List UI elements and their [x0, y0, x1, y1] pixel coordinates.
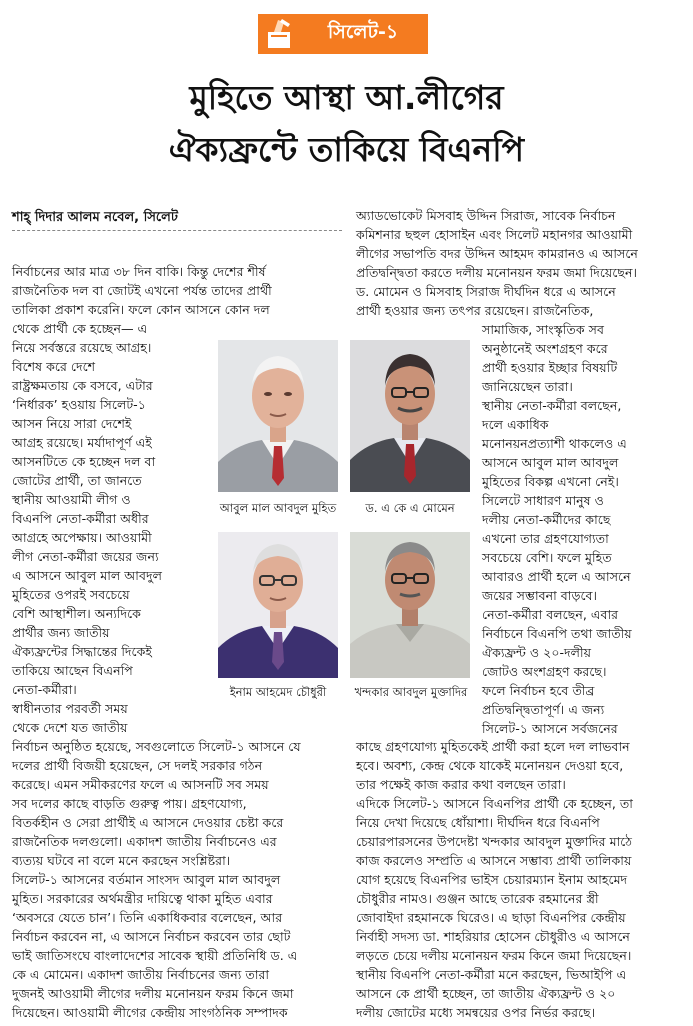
photo-khandakar-abdul-muktadir: [350, 532, 470, 678]
col1-top-text: নির্বাচনের আর মাত্র ৩৮ দিন বাকি। কিন্তু দেশের শীর্ষ রাজনৈতিক দল বা জোটই এখনো পর্যন্ত তাদের প্রার্থী তালিকা প্রকাশ করেনি। ফলে কোন আসনে কোন দল: [12, 264, 272, 317]
photo-momen: [350, 340, 470, 492]
headline-line-2: ঐক্যফ্রন্টে তাকিয়ে বিএনপি: [168, 130, 525, 169]
byline-divider: [12, 230, 342, 231]
col2-bottom-text: কাছে গ্রহণযোগ্য মুহিতকেই প্রার্থী করা হলে দল লাভবান হবে। অবশ্য, কেন্দ্র থেকে যাকেই মনোনয়ন দেওয়া হবে, তার পক্ষেই কাজ করার কথা বলছেন তারা। এদিকে সিলেট-১ আসনে বিএনপির প্রার্থী কে হচ্ছেন, তা নিয়ে দেখা দিয়েছে ধোঁয়াশা। দীর্ঘদিন ধরে বিএনপি চেয়ারপারসনের উপদেষ্টা খন্দকার আবদুল মুক্তাদির মাঠে কাজ করলেও সম্প্রতি এ আসনে সম্ভাব্য প্রার্থী তালিকায় যোগ হয়েছে বিএনপির ভাইস চেয়ারম্যান ইনাম আহমেদ চৌধুরীর নামও। গুঞ্জন আছে তারেক রহমানের স্ত্রী জোবাইদা রহমানকে ঘিরেও। এ ছাড়া বিএনপির কেন্দ্রীয় নির্বাহী সদস্য ডা. শাহরিয়ার হোসেন চৌধুরীও এ আসনে লড়তে চেয়ে দলীয় মনোনয়ন ফরম কিনে জমা দিয়েছেন। স্থানীয় বিএনপি নেতা-কর্মীরা মনে করছেন, ভিআইপি এ আসনে কে প্রার্থী হচ্ছেন, তা জাতীয় ঐক্যফ্রন্ট ও ২০ দলীয় জোটের মধ্যে সমন্বয়ের ওপর নির্ভর করছে।: [356, 739, 633, 1020]
col1-narrow-text: থেকে প্রার্থী কে হচ্ছেন— এ নিয়ে সর্বস্তরে রয়েছে আগ্রহ। বিশেষ করে দেশে রাষ্ট্রক্ষমতায় কে বসবে, এটার ‘নির্ধারক’ হওয়ায় সিলেট-১ আসন নিয়ে সারা দেশেই আগ্রহ রয়েছে। মর্যাদাপূর্ণ এই আসনটিতে কে হচ্ছেন দল বা জোটের প্রার্থী, তা জানতে স্থানীয় আওয়ামী লীগ ও বিএনপি নেতা-কর্মীরা অধীর আগ্রহে অপেক্ষায়। আওয়ামী লীগ নেতা-কর্মীরা জয়ের জন্য এ আসনে আবুল মাল আবদুল মুহিতের ওপরই সবচেয়ে বেশি আস্থাশীল। অন্যদিকে প্রার্থীর জন্য জাতীয় ঐক্যফ্রন্টের সিদ্ধান্তের দিকেই তাকিয়ে আছেন বিএনপি নেতা-কর্মীরা। স্বাধীনতার পরবর্তী সময় থেকে দেশে যত জাতীয়: [12, 321, 162, 735]
ballot-box-icon: [262, 16, 298, 52]
section-tag-label: সিলেট-১: [327, 21, 399, 43]
byline: শাহ্ দিদার আলম নবেল, সিলেট: [12, 210, 178, 225]
col2-narrow-text: সামাজিক, সাংস্কৃতিক সব অনুষ্ঠানেই অংশগ্রহণ করে প্রার্থী হওয়ার ইচ্ছার বিষয়টি জানিয়েছেন তারা। স্থানীয় নেতা-কর্মীরা বলছেন, দলে একাধিক মনোনয়নপ্রত্যাশী থাকলেও এ আসনে আবুল মাল আবদুল মুহিতের বিকল্প এখনো নেই। সিলেটে সাধারণ মানুষ ও দলীয় নেতা-কর্মীদের কাছে এখনো তার গ্রহণযোগ্যতা সবচেয়ে বেশি। ফলে মুহিত আবারও প্রার্থী হলে এ আসনে জয়ের সম্ভাবনা বাড়বে। নেতা-কর্মীরা বলছেন, এবার নির্বাচনে বিএনপি তথা জাতীয় ঐক্যফ্রন্ট ও ২০-দলীয় জোটও অংশগ্রহণ করছে। ফলে নির্বাচন হবে তীব্র প্রতিদ্বন্দ্বিতাপূর্ণ। এ জন্য সিলেট-১ আসনে সর্বজনের: [482, 322, 632, 736]
col1-bottom-text: নির্বাচন অনুষ্ঠিত হয়েছে, সবগুলোতে সিলেট-১ আসনে যে দলের প্রার্থী বিজয়ী হয়েছেন, সে দলই সরকার গঠন করেছে। এমন সমীকরণের ফলে এ আসনটি সব সময় সব দলের কাছে বাড়তি গুরুত্ব পায়। গ্রহণযোগ্য, বিতর্কহীন ও সেরা প্রার্থীই এ আসনে দেওয়ার চেষ্টা করে রাজনৈতিক দলগুলো। একাদশ জাতীয় নির্বাচনেও এর ব্যত্যয় ঘটবে না বলে মনে করছেন সংশ্লিষ্টরা। সিলেট-১ আসনের বর্তমান সাংসদ আবুল মাল আবদুল মুহিত। সরকারের অর্থমন্ত্রীর দায়িত্বে থাকা মুহিত এবার ‘অবসরে যেতে চান’। তিনি একাধিকবার বলেছেন, আর নির্বাচন করবেন না, এ আসনে নির্বাচন করবেন তার ছোট ভাই জাতিসংঘে বাংলাদেশের সাবেক স্থায়ী প্রতিনিধি ড. এ কে এ মোমেন। একাদশ জাতীয় নির্বাচনের জন্য তারা দুজনই আওয়ামী লীগের দলীয় মনোনয়ন ফরম কিনে জমা দিয়েছেন। আওয়ামী লীগের কেন্দ্রীয় সাংগঠনিক সম্পাদক: [12, 739, 301, 1020]
caption-momen: ড. এ কে এ মোমেন: [365, 501, 455, 515]
headline-line-1: মুহিতে আস্থা আ.লীগের: [189, 78, 504, 117]
photo-enam-ahmed-chowdhury: [218, 532, 338, 678]
photo-muhith: [218, 340, 338, 492]
caption-khandakar-abdul-muktadir: খন্দকার আবদুল মুক্তাদির: [354, 685, 468, 699]
caption-enam-ahmed-chowdhury: ইনাম আহমেদ চৌধুরী: [229, 685, 327, 699]
col2-top-text: অ্যাডভোকেট মিসবাহ উদ্দিন সিরাজ, সাবেক নির্বাচন কমিশনার ছহুল হোসাইন এবং সিলেট মহানগর আওয়ামী লীগের সভাপতি বদর উদ্দিন আহমদ কামরানও এ আসনে প্রতিদ্বন্দ্বিতা করতে দলীয় মনোনয়ন ফরম জমা দিয়েছেন। ড. মোমেন ও মিসবাহ সিরাজ দীর্ঘদিন ধরে এ আসনে প্রার্থী হওয়ার জন্য তৎপর রয়েছেন। রাজনৈতিক,: [356, 208, 638, 318]
caption-muhith: আবুল মাল আবদুল মুহিত: [219, 501, 337, 515]
